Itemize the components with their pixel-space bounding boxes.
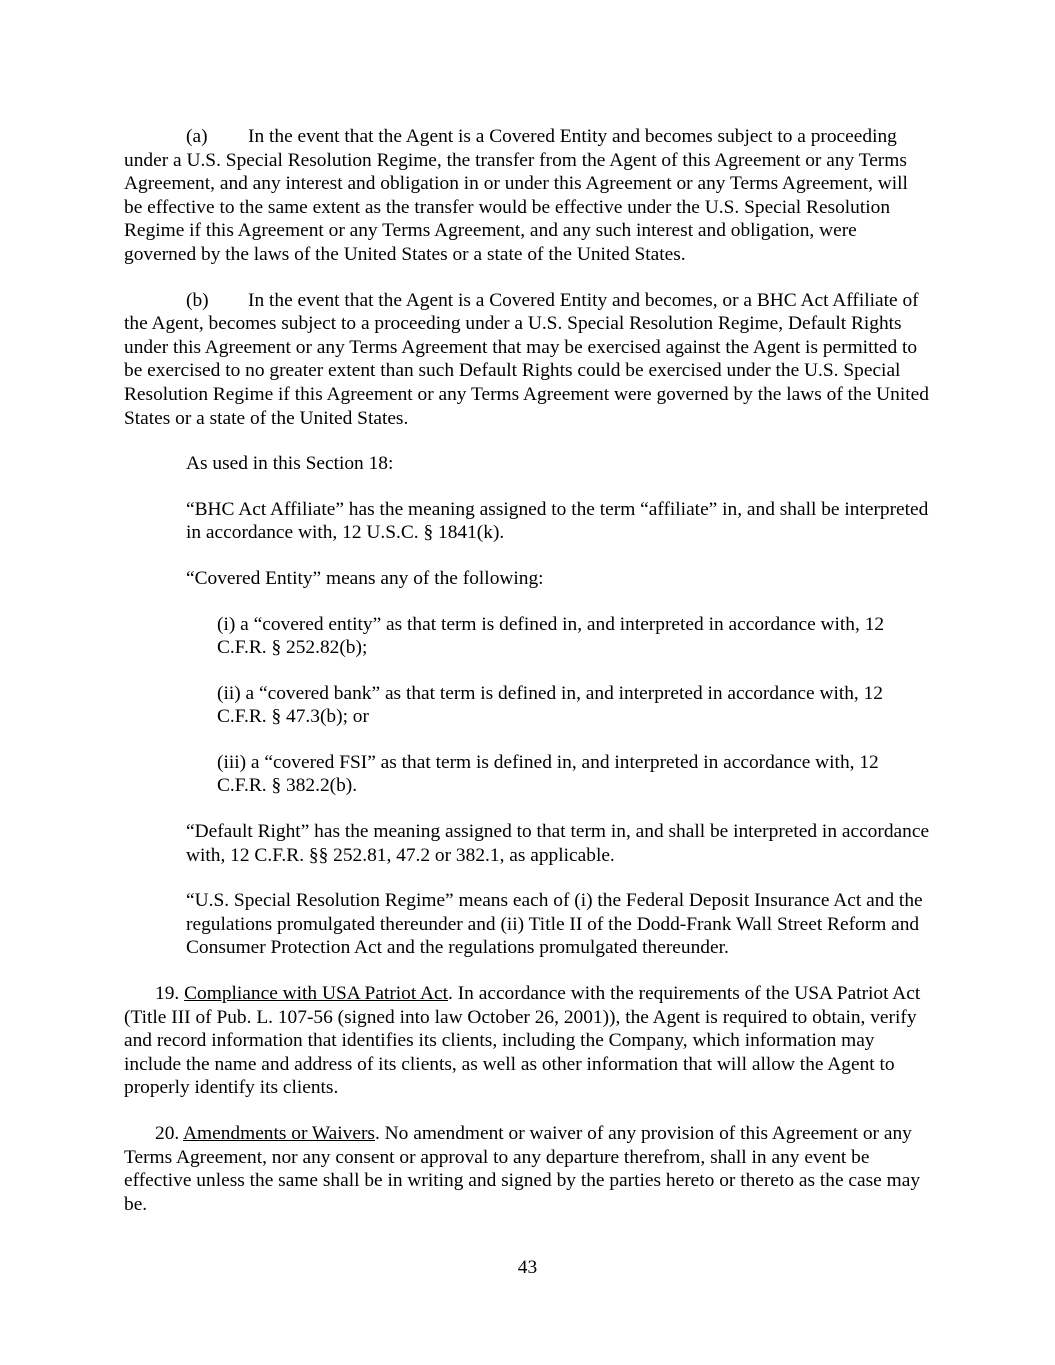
definition-default-right: “Default Right” has the meaning assigned to that term in, and shall be interpreted in accordance with, 12 C.F.R. §§ 252.81, 47.2 or 382.1, as applicable. [186, 821, 930, 866]
definition-covered-entity-intro: “Covered Entity” means any of the following: [186, 567, 544, 589]
paragraph-a [124, 125, 931, 267]
paragraph-a-label: (a) [186, 126, 208, 147]
section-20-heading: Amendments or Waivers [183, 1123, 375, 1144]
covered-entity-item: (ii) a “covered bank” as that term is defined in, and interpreted in accordance with, 12 C.F.R. § 47.3(b); or [217, 682, 884, 728]
section-19-number: 19. [155, 983, 180, 1005]
section-19-heading: Compliance with USA Patriot Act [184, 983, 449, 1005]
section-19 [124, 982, 931, 1100]
covered-entity-item: (i) a “covered entity” as that term is defined in, and interpreted in accordance with, 12 C.F.R. § 252.82(b); [217, 613, 885, 659]
section-20 [124, 1122, 931, 1216]
section-20-text: . No amendment or waiver of any provision of this Agreement or any Terms Agreement, nor any consent or approval to any departure therefrom, shall in any event be effective unless the same shall be in writing and signed by the parties hereto or thereto as the case may be. [124, 1123, 921, 1215]
page-number: 43 [517, 1257, 538, 1278]
section-19-text: . In accordance with the requirements of the USA Patriot Act (Title III of Pub. L. 107-56 (signed into law October 26, 2001)), the Agent is required to obtain, verify and record information that identifies its clients, including the Company, which information may include the name and address of its clients, as well as other information that will allow the Agent to properly identify its clients. [124, 983, 921, 1099]
paragraph-b-text: In the event that the Agent is a Covered Entity and becomes, or a BHC Act Affiliate of the Agent, becomes subject to a proceeding under a U.S. Special Resolution Regime, Default Rights under this Agreement or any Terms Agreement that may be exercised against the Agent is permitted to be exercised to no greater extent than such Default Rights could be exercised under the U.S. Special Resolution Regime if this Agreement or any Terms Agreement were governed by the laws of the United States or a state of the United States. [124, 289, 929, 429]
covered-entity-item: (iii) a “covered FSI” as that term is defined in, and interpreted in accordance with, 12 C.F.R. § 382.2(b). [217, 751, 879, 797]
definition-bhc-act-affiliate: “BHC Act Affiliate” has the meaning assigned to the term “affiliate” in, and shall be interpreted in accordance with, 12 U.S.C. § 1841(k). [186, 498, 929, 544]
paragraph-a-text: In the event that the Agent is a Covered Entity and becomes subject to a proceeding under a U.S. Special Resolution Regime, the transfer from the Agent of this Agreement or any Terms Agreement, and any interest and obligation in or under this Agreement or any Terms Agreement, will be effective to the same extent as the transfer would be effective under the U.S. Special Resolution Regime if this Agreement or any Terms Agreement, and any such interest and obligation, were governed by the laws of the United States or a state of the United States. [124, 126, 908, 265]
definitions-intro: As used in this Section 18: [186, 453, 394, 475]
page-body [124, 125, 931, 1238]
paragraph-b-label: (b) [186, 289, 209, 311]
definition-us-special-resolution-regime: “U.S. Special Resolution Regime” means each of (i) the Federal Deposit Insurance Act and the regulations promulgated thereunder and (ii) Title II of the Dodd-Frank Wall Street Reform and Consumer Protection Act and the regulations promulgated thereunder. [186, 890, 923, 959]
section-20-number: 20. [155, 1123, 180, 1144]
paragraph-b [124, 289, 931, 431]
